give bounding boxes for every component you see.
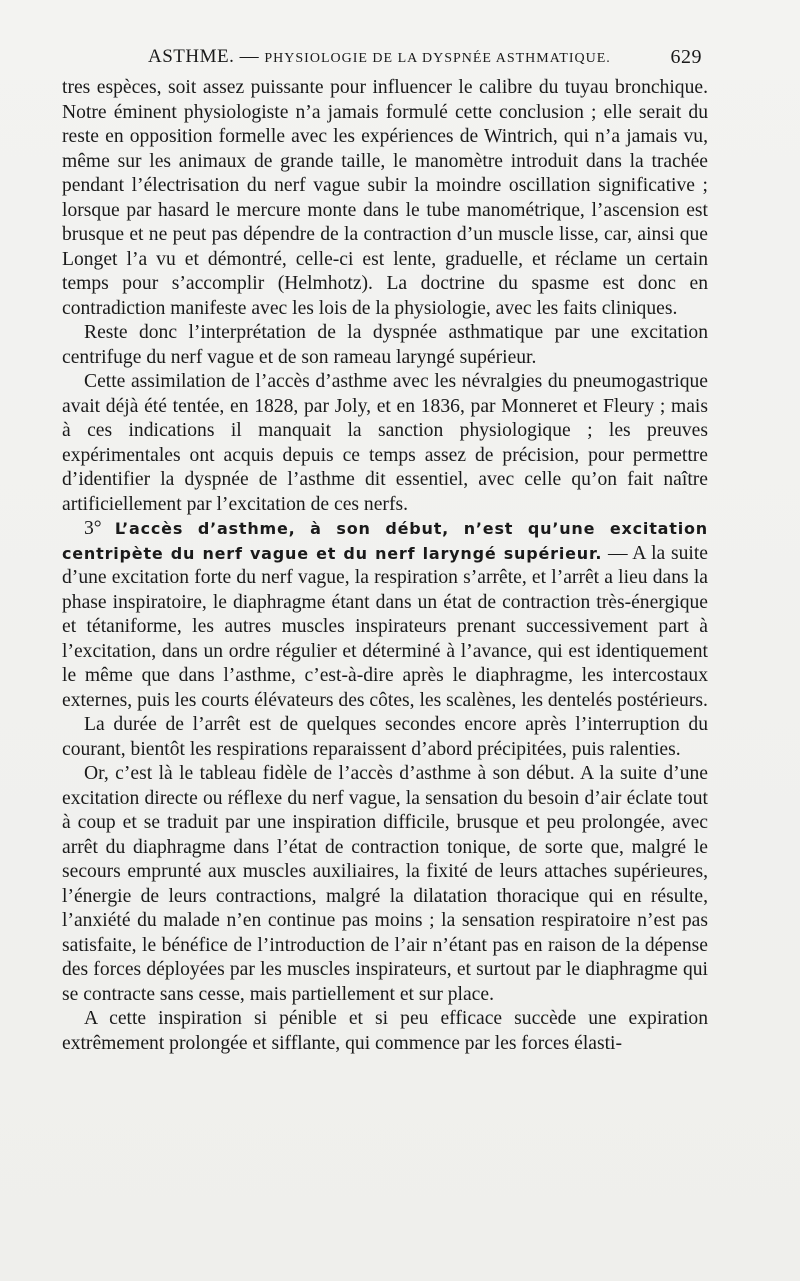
section-text: A la suite d’une excitation forte du nerf vague, la respiration s’arrête, et l’arrêt a lieu dans la phase inspiratoire, le diaphragme étant dans un état de contraction très-énergique et tétaniforme, les autres muscles inspirateurs prenant successivement part à l’excitation, dans un ordre régulier et déterminé à l’avance, qui est identiquement le même que dans l’asthme, c’est-à-dire après le diaphragme, les intercostaux externes, puis les courts élévateurs des côtes, les scalènes, les dentelés postérieurs. bbox=[62, 542, 708, 711]
paragraph-interpretation: Reste donc l’interprétation de la dyspnée asthmatique par une excitation centrifuge du nerf vague et de son rameau laryngé supérieur. bbox=[62, 322, 708, 368]
page-body bbox=[62, 76, 708, 1056]
page-number: 629 bbox=[670, 46, 702, 68]
paragraph-assimilation: Cette assimilation de l’accès d’asthme avec les névralgies du pneumogastrique avait déjà été tentée, en 1828, par Joly, et en 1836, par Monneret et Fleury ; mais à ces indications il manquait la sanction physiologique ; les preuves expérimentales ont acquis depuis ce temps assez de précision, pour permettre d’identifier la dyspnée de l’asthme dit essentiel, avec celle qu’on fait naître artificiellement par l’excitation de ces nerfs. bbox=[62, 371, 708, 515]
section-number: 3° bbox=[84, 518, 102, 539]
paragraph-tableau: Or, c’est là le tableau fidèle de l’accès d’asthme à son début. A la suite d’une excitation directe ou réflexe du nerf vague, la sensation du besoin d’air éclate tout à coup et se traduit par une inspiration difficile, brusque et peu prolongée, avec arrêt du diaphragme dans l’état de contraction tonique, de sorte que, malgré le secours emprunté aux muscles auxiliaires, la fixité de leurs attaches supérieures, l’énergie de leurs contractions, malgré la dilatation thoracique qui en résulte, l’anxiété du malade n’en continue pas moins ; la sensation respiratoire n’est pas satisfaite, le bénéfice de l’introduction de l’air n’étant pas en raison de la dépense des forces déployées par les muscles inspirateurs, et surtout par le diaphragme qui se contracte sans cesse, mais partiellement et sur place. bbox=[62, 763, 708, 1005]
running-title-left: ASTHME. bbox=[148, 46, 235, 67]
section-dash: — bbox=[608, 542, 628, 564]
running-title bbox=[148, 46, 611, 68]
running-header bbox=[62, 46, 708, 70]
paragraph-duration: La durée de l’arrêt est de quelques secondes encore après l’interruption du courant, bientôt les respirations reparaissent d’abord précipitées, puis ralenties. bbox=[62, 714, 708, 760]
section-heading: L’accès d’asthme, à son début, n’est qu’une excitation centripète du nerf vague et du nerf laryngé supérieur. bbox=[62, 519, 708, 563]
section-3-paragraph bbox=[62, 517, 708, 713]
paragraph-continuation: tres espèces, soit assez puissante pour influencer le calibre du tuyau bronchique. Notre éminent physiologiste n’a jamais formulé cette conclusion ; elle serait du reste en opposition formelle avec les expériences de Wintrich, qui n’a jamais vu, même sur les animaux de grande taille, le manomètre introduit dans la trachée pendant l’électrisation du nerf vague subir la moindre oscillation significative ; lorsque par hasard le mercure monte dans le tube manométrique, l’ascension est brusque et ne peut pas dépendre de la contraction d’un muscle lisse, car, ainsi que Longet l’a vu et démontré, celle-ci est lente, graduelle, et réclame un certain temps pour s’accomplir (Helmhotz). La doctrine du spasme est donc en contradiction manifeste avec les lois de la physiologie, avec les faits cliniques. bbox=[62, 77, 708, 319]
running-title-subject: PHYSIOLOGIE DE LA DYSPNÉE ASTHMATIQUE. bbox=[264, 51, 611, 66]
paragraph-expiration: A cette inspiration si pénible et si peu efficace succède une expiration extrêmement prolongée et sifflante, qui commence par les forces élasti- bbox=[62, 1008, 708, 1054]
running-title-dash: — bbox=[239, 46, 260, 67]
